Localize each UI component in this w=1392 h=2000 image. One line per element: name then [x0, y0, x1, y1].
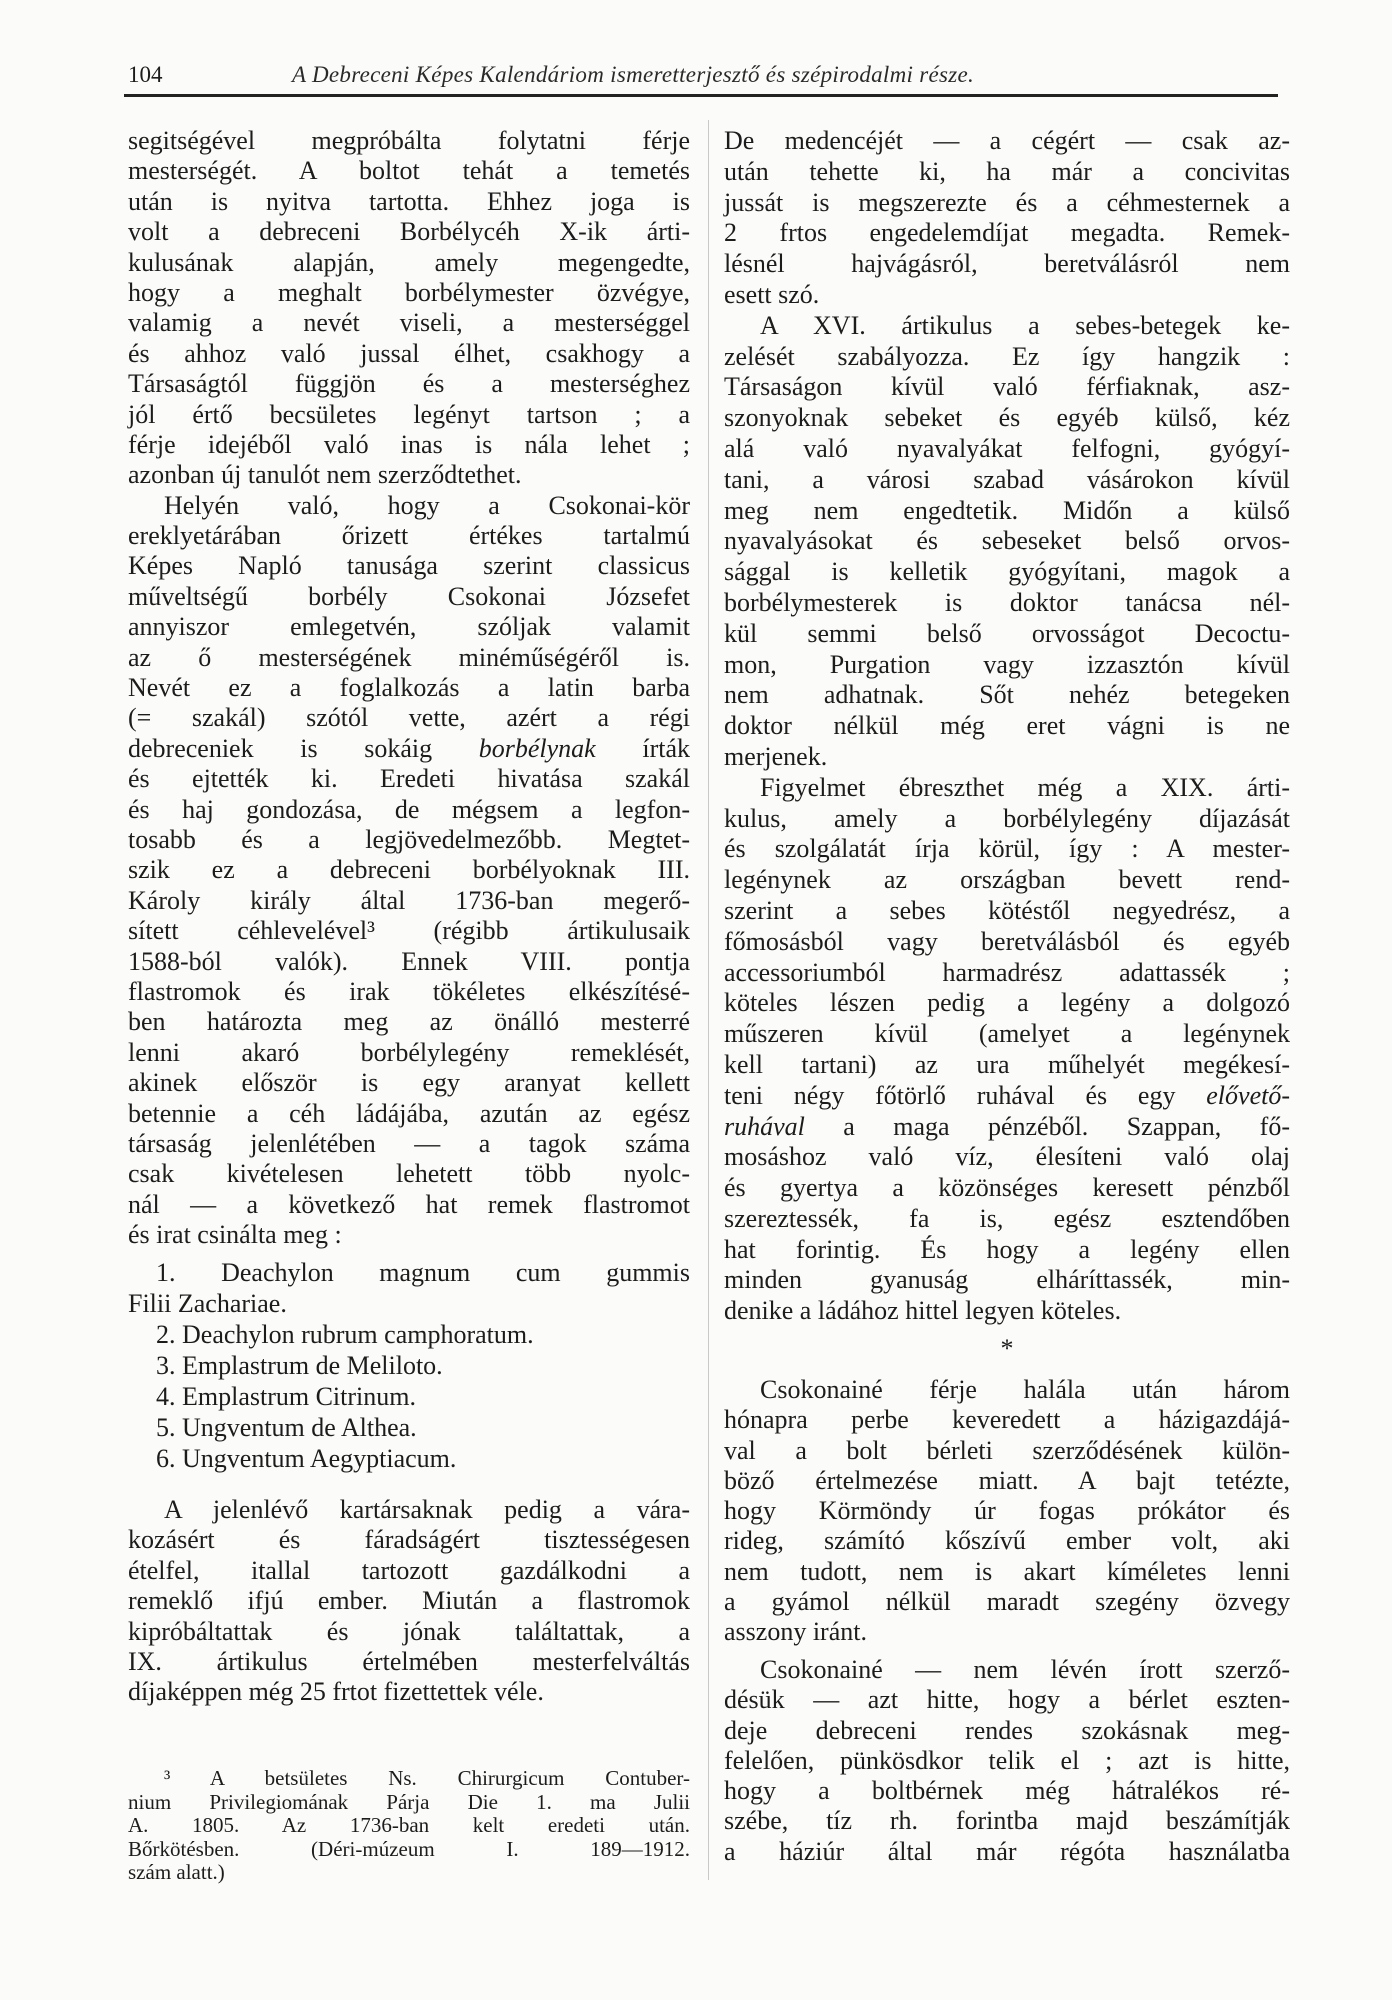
text-line: IX. ártikulus értelmében mesterfelváltás [128, 1646, 690, 1676]
text-line: sített céhlevelével³ (régibb ártikulusaik [128, 916, 690, 946]
text-line: nál — a következő hat remek flastromot [128, 1189, 690, 1219]
text-line: a gyámol nélkül maradt szegény özvegy [724, 1587, 1290, 1617]
list-text: Deachylon rubrum camphoratum. [182, 1320, 534, 1349]
text-line: Csokonainé — nem lévén írott szerző- [760, 1655, 1290, 1684]
text-line [724, 1081, 1290, 1112]
text-segment: teni négy főtörlő ruhával és egy [724, 1080, 1207, 1110]
text-line: val a bolt bérleti szerződésének külön- [724, 1435, 1290, 1465]
text-line: flastromok és irak tökéletes elkészítésé- [128, 976, 690, 1006]
text-line: kül semmi belső orvosságot Decoctu- [724, 618, 1290, 648]
text-line: díjaképpen még 25 frtot fizettettek véle. [128, 1677, 544, 1707]
remedy-list [128, 1257, 690, 1474]
paragraph [128, 1767, 690, 1885]
text-line: merjenek. [724, 741, 828, 771]
text-line: Bőrkötésben. (Déri-múzeum I. 189—1912. [128, 1836, 690, 1861]
text-line: tosabb és a legjövedelmezőbb. Megtet- [128, 824, 690, 854]
text-line [128, 1443, 690, 1474]
text-segment: írták [595, 733, 690, 763]
text-line: De medencéjét — a cégért — csak az- [724, 126, 1290, 155]
text-line: böző értelmezése miatt. A bajt tetézte, [724, 1465, 1290, 1495]
italic-text: borbélynak [478, 733, 596, 763]
italic-text: elővető- [1206, 1080, 1290, 1110]
text-line: szonyoknak sebeket és egyéb külső, kéz [724, 403, 1290, 433]
list-number: 6. [156, 1444, 182, 1473]
paragraph [724, 126, 1290, 311]
text-line: A. 1805. Az 1736-ban kelt eredeti után. [128, 1813, 690, 1837]
text-line: esett szó. [724, 279, 820, 309]
text-line [128, 1381, 690, 1412]
text-line: azonban új tanulót nem szerződtethet. [128, 460, 522, 490]
paragraph [724, 773, 1290, 1327]
text-line: mon, Purgation vagy izzasztón kívül [724, 649, 1290, 679]
text-line [128, 1350, 690, 1381]
text-line: kipróbáltattak és jónak találtattak, a [128, 1616, 690, 1646]
section-separator: * [1000, 1334, 1014, 1363]
list-item [128, 1381, 690, 1412]
text-line: és szolgálatát írja körül, így : A mester- [724, 834, 1290, 864]
text-line: A XVI. ártikulus a sebes-betegek ke- [760, 310, 1290, 340]
list-number: 1. [156, 1258, 222, 1287]
right-column-paragraph [724, 1655, 1290, 1867]
text-line: műveltségű borbély Csokonai Józsefet [128, 581, 690, 611]
text-line: Képes Napló tanusága szerint classicus [128, 551, 690, 581]
italic-text: ruhával [724, 1111, 805, 1141]
text-line: sággal is kelletik gyógyítani, magok a [724, 557, 1290, 587]
text-line: Társaságtól függjön és a mesterséghez [128, 369, 690, 399]
text-line: és haj gondozása, de mégsem a legfon- [128, 794, 690, 824]
text-line: és ahhoz való jussal élhet, csakhogy a [128, 338, 690, 368]
text-line: szik ez a debreceni borbélyoknak III. [128, 855, 690, 885]
text-line: (= szakál) szótól vette, azért a régi [128, 703, 690, 733]
text-line: felelően, pünkösdkor telik el ; azt is hitte, [724, 1745, 1290, 1775]
text-line: hat forintig. És hogy a legény ellen [724, 1234, 1290, 1264]
text-line: a háziúr által már régóta használatba [724, 1836, 1290, 1866]
text-line: A jelenlévő kartársaknak pedig a vára- [164, 1495, 690, 1524]
text-line: szerint a sebes kötéstől negyedrész, a [724, 895, 1290, 925]
text-line: Károly király által 1736-ban megerő- [128, 885, 690, 915]
text-line: annyiszor emlegetvén, szóljak valamit [128, 612, 690, 642]
text-line: alá való nyavalyákat felfogni, gyógyí- [724, 433, 1290, 463]
text-line: accessoriumból harmadrész adattassék ; [724, 957, 1290, 987]
page-number: 104 [128, 62, 163, 87]
text-line: Figyelmet ébreszthet még a XIX. árti- [760, 772, 1290, 802]
text-line: minden gyanuság elháríttassék, min- [724, 1265, 1290, 1295]
text-line [128, 734, 690, 764]
footnote [128, 1767, 690, 1885]
text-line: valamig a nevét viseli, a mesterséggel [128, 308, 690, 338]
list-item [128, 1257, 690, 1319]
text-line: nyavalyásokat és sebeseket belső orvos- [724, 526, 1290, 556]
text-line: szám alatt.) [128, 1860, 225, 1884]
text-segment: debreceniek is sokáig [128, 733, 479, 763]
list-number: 5. [156, 1413, 182, 1442]
text-line: társaság jelenlétében — a tagok száma [128, 1128, 690, 1158]
text-line: ³ A betsületes Ns. Chirurgicum Contuber- [164, 1766, 690, 1790]
text-line: az ő mesterségének minéműségéről is. [128, 642, 690, 672]
text-line: mosáshoz való víz, élesíteni való olaj [724, 1142, 1290, 1172]
list-text: Deachylon magnum cum gummis [221, 1258, 690, 1287]
text-line: désük — azt hitte, hogy a bérlet eszten- [724, 1685, 1290, 1715]
text-line: Filii Zachariae. [128, 1289, 287, 1318]
text-line: zelését szabályozza. Ez így hangzik : [724, 341, 1290, 371]
text-line: hogy a meghalt borbélymester özvégye, [128, 277, 690, 307]
text-line: rideg, számító kőszívű ember volt, aki [724, 1526, 1290, 1556]
text-line: és ejtették ki. Eredeti hivatása szakál [128, 764, 690, 794]
text-line [128, 1319, 690, 1350]
text-line: lésnél hajvágásról, beretválásról nem [724, 249, 1290, 279]
text-line: és irat csinálta meg : [128, 1220, 342, 1250]
right-column-paragraph [724, 1375, 1290, 1648]
text-line: akinek először is egy aranyat kellett [128, 1068, 690, 1098]
text-line: lenni akaró borbélylegény remeklését, [128, 1037, 690, 1067]
text-line: hónapra perbe keveredett a házigazdájá- [724, 1405, 1290, 1435]
paragraph [128, 126, 690, 491]
left-column-paragraph [128, 1495, 690, 1708]
text-line: hogy Körmöndy úr fogas prókátor és [724, 1496, 1290, 1526]
text-line: köteles lészen pedig a legény a dolgozó [724, 988, 1290, 1018]
list-number: 2. [156, 1320, 182, 1349]
text-line: műszeren kívül (amelyet a legénynek [724, 1019, 1290, 1049]
text-line: meg nem engedtetik. Midőn a külső [724, 495, 1290, 525]
list-text: Ungventum de Althea. [182, 1413, 417, 1442]
text-line: Nevét ez a foglalkozás a latin barba [128, 673, 690, 703]
text-line: 1588-ból valók). Ennek VIII. pontja [128, 946, 690, 976]
text-line: szébe, tíz rh. forintba majd beszámítják [724, 1806, 1290, 1836]
text-line: denike a ládához hittel legyen köteles. [724, 1296, 1122, 1326]
text-segment: a maga pénzéből. Szappan, fő- [804, 1111, 1290, 1141]
paragraph [724, 1655, 1290, 1867]
left-column-text [128, 126, 690, 1250]
list-item [128, 1319, 690, 1350]
list-item [128, 1412, 690, 1443]
text-line: jussát is megszerezte és a céhmesternek a [724, 187, 1290, 217]
text-line: nium Privilegiomának Párja Die 1. ma Julii [128, 1789, 690, 1814]
text-line: doktor nélkül még eret vágni is ne [724, 711, 1290, 741]
text-line: mesterségét. A boltot tehát a temetés [128, 156, 690, 186]
text-line: ételfel, itallal tartozott gazdálkodni a [128, 1555, 690, 1585]
text-line: férje idejéből való inas is nála lehet ; [128, 429, 690, 459]
text-line: szereztessék, fa is, egész esztendőben [724, 1203, 1290, 1233]
list-item [128, 1443, 690, 1474]
column-divider [708, 120, 709, 1880]
text-line: és gyertya a közönséges keresett pénzből [724, 1173, 1290, 1203]
text-line: betennie a céh ládájába, azután az egész [128, 1098, 690, 1128]
text-line: ereklyetárában őrizett értékes tartalmú [128, 521, 690, 551]
text-line: hogy a boltbérnek még hátralékos ré- [724, 1776, 1290, 1806]
text-line: Csokonainé férje halála után három [760, 1375, 1290, 1404]
paragraph [724, 311, 1290, 773]
text-line: nem adhatnak. Sőt nehéz betegeken [724, 680, 1290, 710]
text-line: nem tudott, nem is akart kíméletes lenni [724, 1556, 1290, 1586]
paragraph [724, 1375, 1290, 1648]
text-line: főmosásból vagy beretválásból és egyéb [724, 926, 1290, 956]
list-item [128, 1350, 690, 1381]
text-line: deje debreceni rendes szokásnak meg- [724, 1715, 1290, 1745]
text-line: kulusának alapján, amely megengedte, [128, 247, 690, 277]
text-line: ben határozta meg az önálló mesterré [128, 1007, 690, 1037]
running-title: A Debreceni Képes Kalendáriom ismeretterjesztő és szépirodalmi része. [292, 62, 975, 87]
list-text: Ungventum Aegyptiacum. [182, 1444, 457, 1473]
list-text: Emplastrum Citrinum. [182, 1382, 416, 1411]
text-line: kozásért és fáradságért tisztességesen [128, 1525, 690, 1555]
list-number: 4. [156, 1382, 182, 1411]
text-line [128, 1257, 690, 1288]
text-line: asszony iránt. [724, 1617, 867, 1647]
list-text: Emplastrum de Meliloto. [182, 1351, 443, 1380]
right-column-text [724, 126, 1290, 1327]
text-line: remeklő ifjú ember. Miután a flastromok [128, 1586, 690, 1616]
text-line: Helyén való, hogy a Csokonai-kör [164, 490, 690, 520]
text-line: Társaságon kívül való férfiaknak, asz- [724, 372, 1290, 402]
text-line: segitségével megpróbálta folytatni férje [128, 126, 690, 155]
text-line: volt a debreceni Borbélycéh X-ik árti- [128, 217, 690, 247]
text-line [724, 1112, 1290, 1143]
list-number: 3. [156, 1351, 182, 1380]
header-rule [124, 94, 1278, 97]
text-line: legénynek az országban bevett rend- [724, 865, 1290, 895]
text-line [128, 1412, 690, 1443]
text-line: jól értő becsületes legényt tartson ; a [128, 399, 690, 429]
text-line: csak kivételesen lehetett több nyolc- [128, 1159, 690, 1189]
text-line: kell tartani) az ura műhelyét megékesí- [724, 1049, 1290, 1079]
text-line: borbélymesterek is doktor tanácsa nél- [724, 587, 1290, 617]
text-line: kulus, amely a borbélylegény díjazását [724, 803, 1290, 833]
text-line: után tehette ki, ha már a concivitas [724, 156, 1290, 186]
paragraph [128, 491, 690, 1251]
text-line: után is nyitva tartotta. Ehhez joga is [128, 186, 690, 216]
paragraph [128, 1495, 690, 1708]
text-line: 2 frtos engedelemdíjat megadta. Remek- [724, 218, 1290, 248]
text-line: tani, a városi szabad vásárokon kívül [724, 464, 1290, 494]
